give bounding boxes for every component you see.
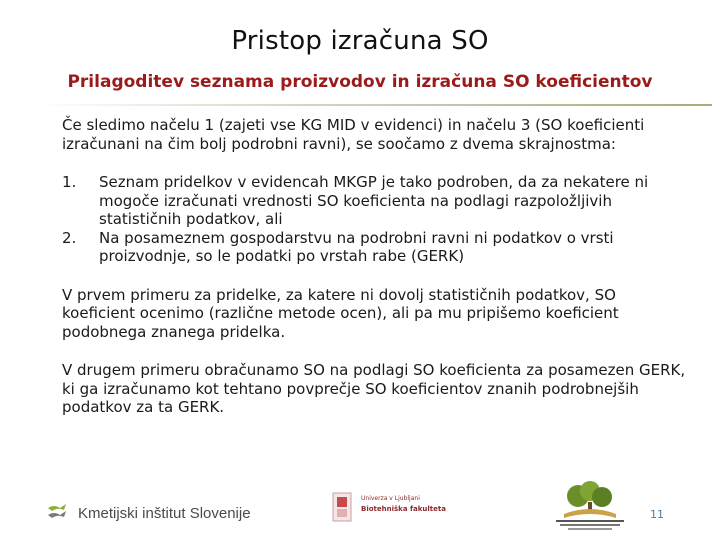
university-name: Univerza v Ljubljani — [361, 495, 420, 502]
list-item — [62, 173, 688, 229]
list-item-number: 1. — [62, 173, 77, 191]
slide-subtitle: Prilagoditev seznama proizvodov in izračuna SO koeficientov — [67, 72, 653, 92]
list-item-number: 2. — [62, 228, 77, 247]
kis-mark-icon — [46, 502, 72, 524]
list-item-text: Seznam pridelkov v evidencah MKGP je tako podroben, da za nekatere ni mogoče izračunati vrednosti SO koeficienta na podlagi razpoložljivih statističnih podatkov, ali — [99, 173, 649, 228]
university-crest-icon — [331, 491, 355, 525]
list-item — [62, 229, 688, 266]
kis-logo-text: Kmetijski inštitut Slovenije — [78, 504, 251, 522]
intro-paragraph: Če sledimo načelu 1 (zajeti vse KG MID v evidenci) in načelu 3 (SO koeficienti izračunani na čim bolj podrobni ravni), se soočamo z dvema skrajnostma: — [62, 116, 645, 153]
divider-line — [36, 104, 712, 106]
list-item-text: Na posameznem gospodarstvu na podrobni ravni ni podatkov o vrsti proizvodnje, so le podatki po vrstah rabe (GERK) — [99, 228, 614, 265]
page-number: 11 — [650, 508, 664, 521]
rural-development-logo — [548, 480, 632, 532]
first-case-paragraph: V prvem primeru za pridelke, za katere ni dovolj statističnih podatkov, SO koeficient ocenimo (različne metode ocen), ali pa mu pripišemo koeficient podobnega znanega pridelka. — [62, 285, 619, 341]
faculty-name: Biotehniška fakulteta — [361, 505, 446, 513]
slide-body — [62, 116, 688, 437]
kis-logo — [46, 498, 251, 528]
numbered-list — [62, 173, 688, 266]
second-case-paragraph: V drugem primeru obračunamo SO na podlagi SO koeficienta za posamezen GERK, ki ga izračunamo kot tehtano povprečje SO koeficientov znanih podrobnejših podatkov za ta GERK. — [62, 361, 686, 416]
university-logo — [331, 491, 446, 527]
tree-field-icon — [548, 480, 632, 532]
slide-title: Pristop izračuna SO — [231, 26, 489, 56]
